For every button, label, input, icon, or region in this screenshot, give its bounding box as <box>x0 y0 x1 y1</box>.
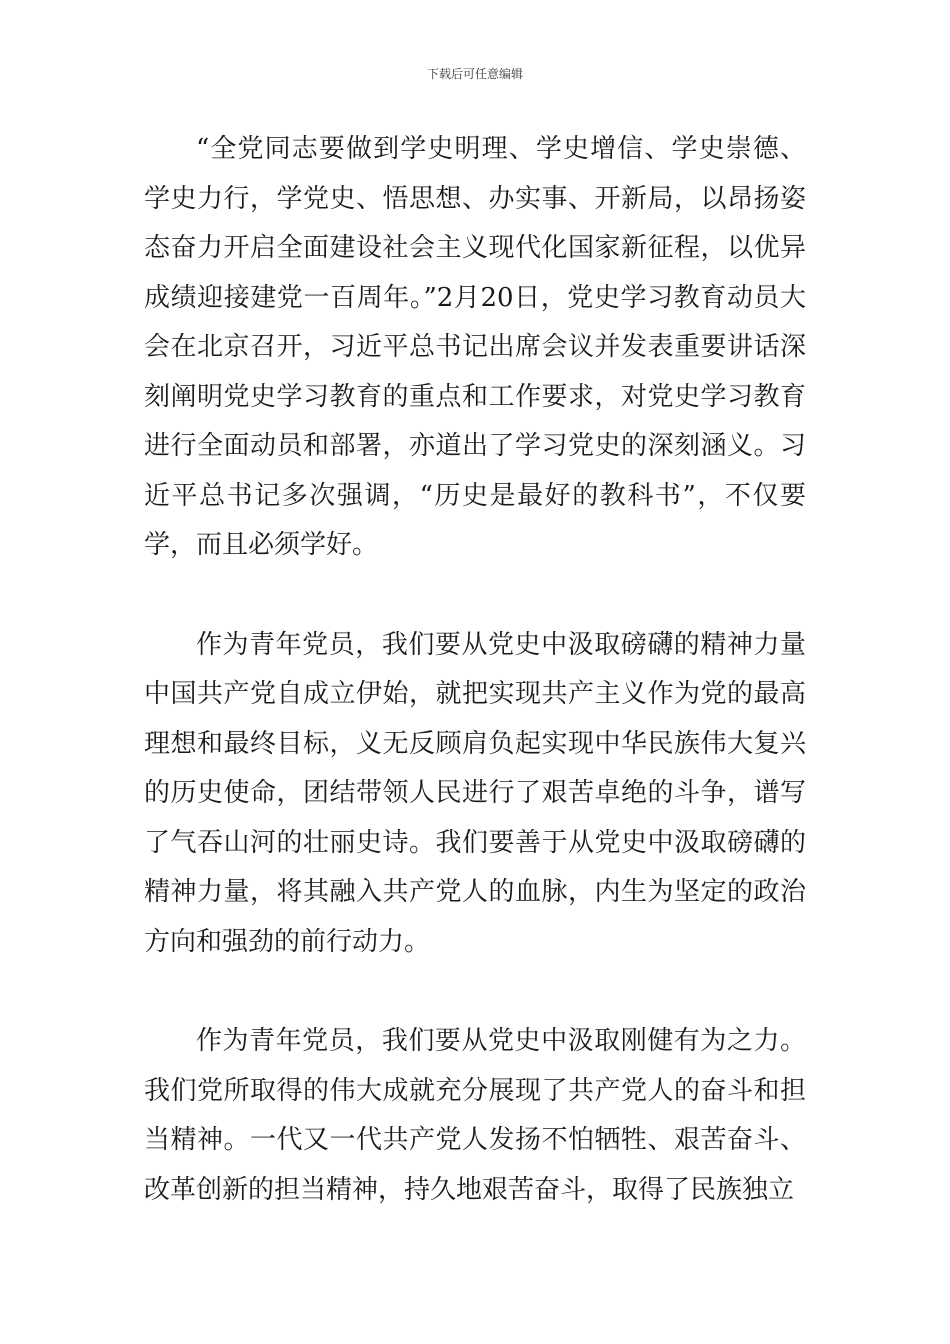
document-body <box>144 125 806 1215</box>
page-header-note: 下载后可任意编辑 <box>426 67 523 81</box>
paragraph-1: “全党同志要做到学史明理、学史增信、学史崇德、学史力行，学党史、悟思想、办实事、开新局，以昂扬姿态奋力开启全面建设社会主义现代化国家新征程，以优异成绩迎接建党一百周年。”2月20日，党史学习教育动员大会在北京召开，习近平总书记出席会议并发表重要讲话深刻阐明党史学习教育的重点和工作要求，对党史学习教育进行全面动员和部署，亦道出了学习党史的深刻涵义。习近平总书记多次强调，“历史是最好的教科书”，不仅要学，而且必须学好。 <box>144 134 806 560</box>
paragraph-2: 作为青年党员，我们要从党史中汲取磅礴的精神力量中国共产党自成立伊始，就把实现共产主义作为党的最高理想和最终目标，义无反顾肩负起实现中华民族伟大复兴的历史使命，团结带领人民进行了艰苦卓绝的斗争，谱写了气吞山河的壮丽史诗。我们要善于从党史中汲取磅礴的精神力量，将其融入共产党人的血脉，内生为坚定的政治方向和强劲的前行动力。 <box>144 629 806 957</box>
paragraph-3: 作为青年党员，我们要从党史中汲取刚健有为之力。我们党所取得的伟大成就充分展现了共产党人的奋斗和担当精神。一代又一代共产党人发扬不怕牺牲、艰苦奋斗、改革创新的担当精神，持久地艰苦奋斗，取得了民族独立 <box>144 1026 806 1205</box>
